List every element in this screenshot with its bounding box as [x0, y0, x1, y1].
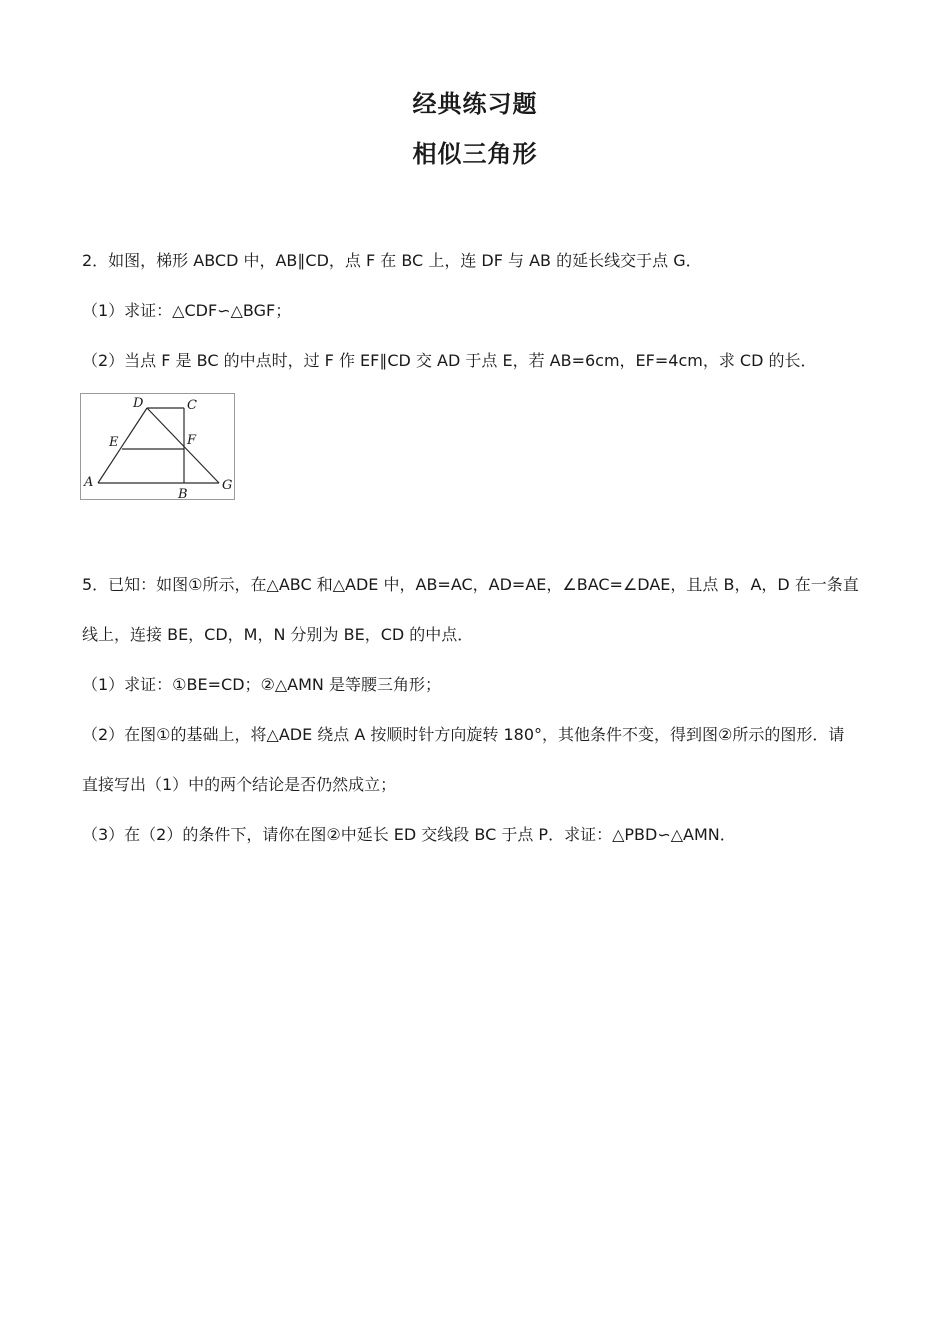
problem-2-part-2: （2）当点 F 是 BC 的中点时，过 F 作 EF∥CD 交 AD 于点 E，若 AB=6cm，EF=4cm，求 CD 的长．	[82, 351, 817, 370]
problem-5-part-2-line-2: 直接写出（1）中的两个结论是否仍然成立；	[82, 775, 397, 794]
label-g: G	[222, 478, 233, 493]
label-a: A	[84, 475, 94, 490]
segment-dg	[147, 408, 219, 483]
label-c: C	[187, 398, 197, 413]
label-d: D	[133, 396, 144, 411]
label-f: F	[187, 433, 197, 448]
problem-2-part-1: （1）求证：△CDF∽△BGF；	[82, 301, 292, 320]
problem-5-stem-line-1: 5．已知：如图①所示，在△ABC 和△ADE 中，AB=AC，AD=AE，∠BAC=∠DAE，且点 B，A，D 在一条直	[82, 575, 859, 594]
segment-ad	[98, 408, 147, 483]
label-b: B	[178, 487, 188, 499]
problem-2-stem: 2．如图，梯形 ABCD 中，AB∥CD，点 F 在 BC 上，连 DF 与 AB 的延长线交于点 G．	[82, 251, 702, 270]
page-subtitle: 相似三角形	[412, 140, 538, 168]
label-e: E	[109, 435, 119, 450]
problem-5-part-3: （3）在（2）的条件下，请你在图②中延长 ED 交线段 BC 于点 P．求证：△PBD∽△AMN．	[82, 825, 736, 844]
page-title: 经典练习题	[412, 90, 538, 118]
trapezoid-figure	[80, 393, 235, 500]
problem-5-stem-line-2: 线上，连接 BE，CD，M，N 分别为 BE，CD 的中点．	[82, 625, 474, 644]
problem-5-part-2-line-1: （2）在图①的基础上，将△ADE 绕点 A 按顺时针方向旋转 180°，其他条件不变，得到图②所示的图形．请	[82, 725, 845, 744]
problem-5-part-1: （1）求证：①BE=CD；②△AMN 是等腰三角形；	[82, 675, 441, 694]
trapezoid-diagram	[81, 394, 234, 499]
